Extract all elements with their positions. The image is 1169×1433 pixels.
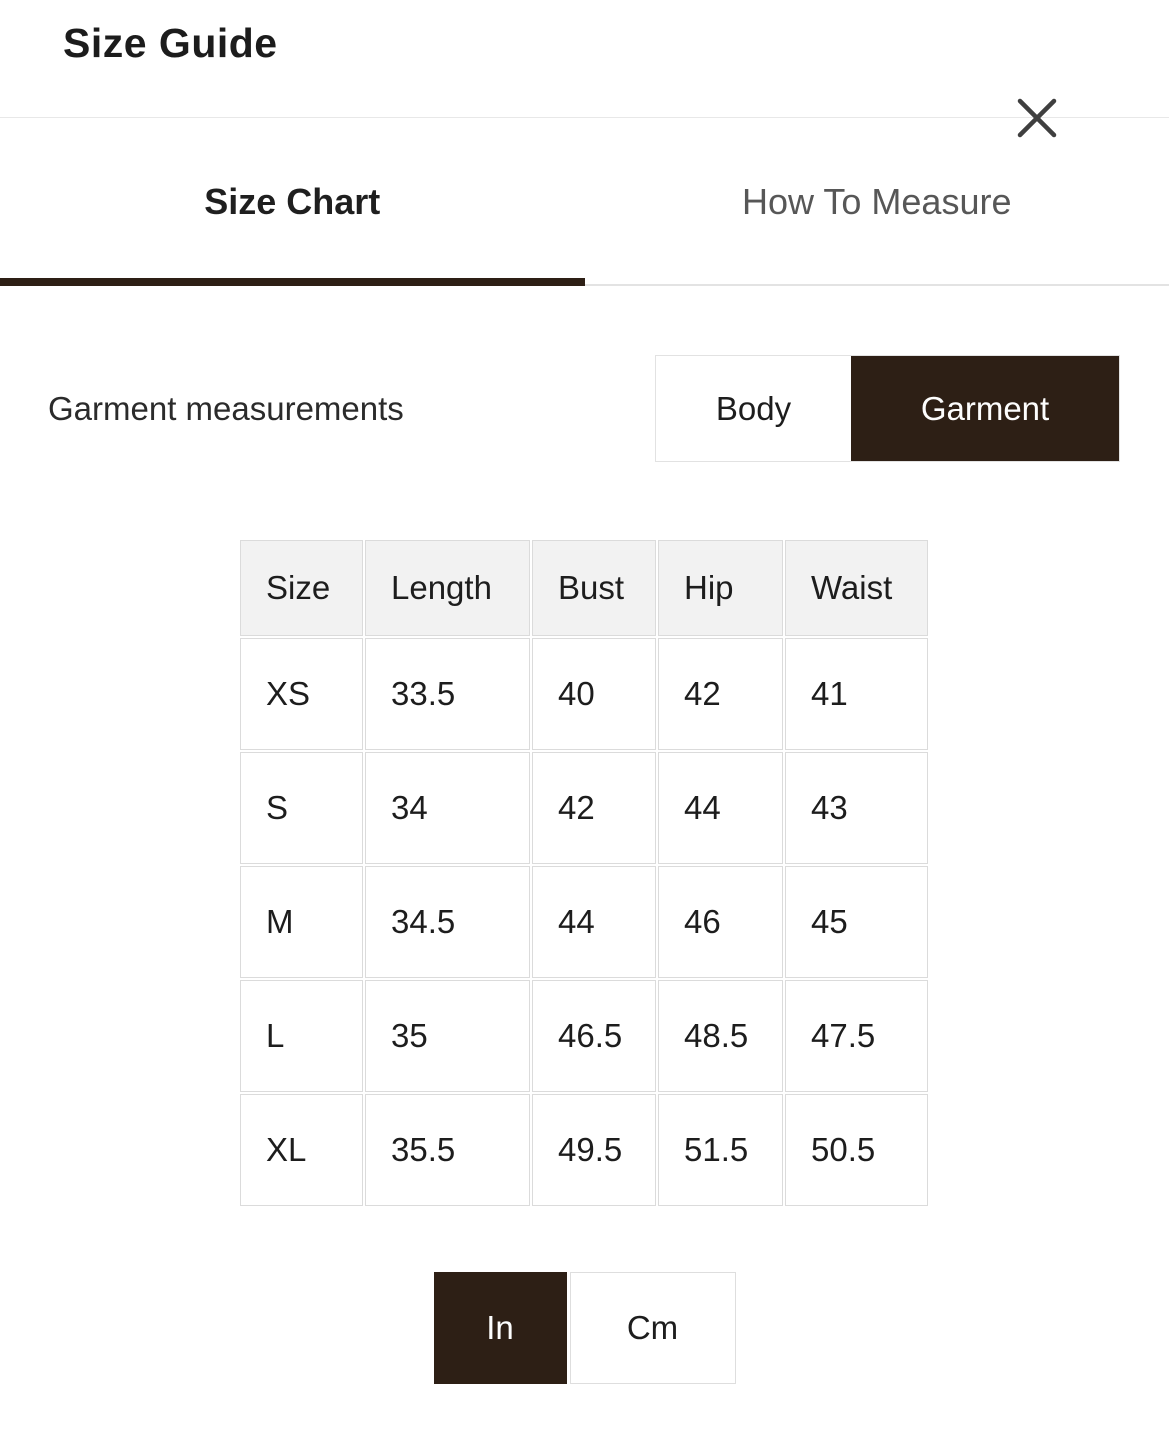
tab-size-chart[interactable]: Size Chart [0,150,585,284]
size-cell: XL [240,1094,363,1206]
size-table-header [240,540,928,636]
value-cell: 48.5 [658,980,783,1092]
size-cell: M [240,866,363,978]
close-icon [1014,95,1060,141]
value-cell: 42 [532,752,656,864]
table-row [240,980,928,1092]
page-title: Size Guide [63,20,278,66]
value-cell: 44 [532,866,656,978]
close-button[interactable] [1008,89,1066,147]
value-cell: 40 [532,638,656,750]
table-row [240,866,928,978]
table-row [240,638,928,750]
unit-toggle [434,1272,736,1384]
value-cell: 35 [365,980,530,1092]
value-cell: 34 [365,752,530,864]
column-header-bust: Bust [532,540,656,636]
value-cell: 47.5 [785,980,928,1092]
unit-option-in[interactable]: In [434,1272,567,1384]
tab-bar [0,150,1169,286]
column-header-waist: Waist [785,540,928,636]
column-header-size: Size [240,540,363,636]
value-cell: 51.5 [658,1094,783,1206]
size-cell: L [240,980,363,1092]
table-row [240,1094,928,1206]
value-cell: 46.5 [532,980,656,1092]
value-cell: 43 [785,752,928,864]
size-cell: XS [240,638,363,750]
header-divider [0,117,1169,118]
table-row [240,752,928,864]
size-table-body [240,638,928,1206]
value-cell: 33.5 [365,638,530,750]
value-cell: 49.5 [532,1094,656,1206]
value-cell: 41 [785,638,928,750]
toggle-option-garment[interactable]: Garment [851,356,1119,461]
value-cell: 50.5 [785,1094,928,1206]
unit-option-cm[interactable]: Cm [570,1272,736,1384]
size-cell: S [240,752,363,864]
measurements-section [48,355,1120,462]
value-cell: 42 [658,638,783,750]
toggle-option-body[interactable]: Body [715,389,792,427]
tab-how-to-measure[interactable]: How To Measure [742,181,1012,222]
value-cell: 35.5 [365,1094,530,1206]
column-header-length: Length [365,540,530,636]
column-header-hip: Hip [658,540,783,636]
measurements-label: Garment measurements [48,389,404,427]
value-cell: 45 [785,866,928,978]
body-garment-toggle [655,355,1120,462]
header-row [240,540,928,636]
size-table [238,538,930,1208]
value-cell: 46 [658,866,783,978]
value-cell: 34.5 [365,866,530,978]
value-cell: 44 [658,752,783,864]
